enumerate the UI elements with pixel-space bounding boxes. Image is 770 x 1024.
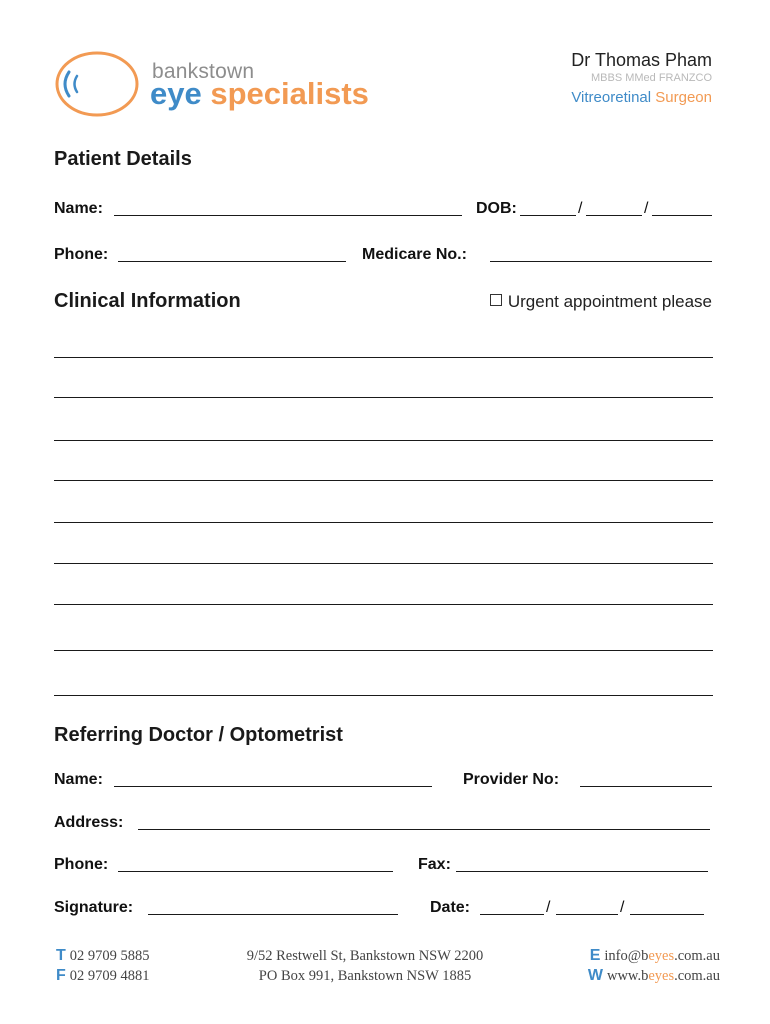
referrer-address-label: Address: bbox=[54, 814, 124, 831]
date-separator: / bbox=[620, 899, 625, 916]
dob-label: DOB: bbox=[476, 200, 517, 217]
patient-details-heading: Patient Details bbox=[54, 148, 192, 170]
signature-field[interactable] bbox=[148, 914, 398, 915]
eye-logo-icon bbox=[55, 50, 139, 118]
fax-field[interactable] bbox=[456, 871, 708, 872]
referrer-name-label: Name: bbox=[54, 771, 103, 788]
footer-address bbox=[205, 946, 525, 986]
role-surgeon: Surgeon bbox=[655, 89, 712, 106]
footer-website[interactable]: www.beyes.com.au bbox=[606, 968, 720, 984]
date-month-field[interactable] bbox=[556, 914, 618, 915]
urgent-checkbox[interactable] bbox=[490, 294, 502, 306]
role-vitreoretinal: Vitreoretinal bbox=[571, 89, 652, 106]
email-key: E bbox=[589, 947, 601, 964]
referring-doctor-heading: Referring Doctor / Optometrist bbox=[54, 724, 343, 746]
medicare-field[interactable] bbox=[490, 261, 712, 262]
footer-street-address: 9/52 Restwell St, Bankstown NSW 2200 bbox=[246, 948, 484, 964]
referrer-phone-field[interactable] bbox=[118, 871, 393, 872]
dob-day-field[interactable] bbox=[520, 215, 576, 216]
signature-label: Signature: bbox=[54, 899, 134, 916]
date-day-field[interactable] bbox=[480, 914, 544, 915]
doctor-qualifications: MBBS MMed FRANZCO bbox=[590, 72, 712, 84]
dob-separator: / bbox=[578, 200, 583, 217]
dob-year-field[interactable] bbox=[652, 215, 712, 216]
dob-separator: / bbox=[644, 200, 649, 217]
clinical-line[interactable] bbox=[54, 650, 713, 651]
fax-key: F bbox=[56, 967, 66, 984]
date-label: Date: bbox=[430, 899, 471, 916]
date-separator: / bbox=[546, 899, 551, 916]
referrer-phone-label: Phone: bbox=[54, 856, 109, 873]
referrer-name-field[interactable] bbox=[114, 786, 432, 787]
doctor-name: Dr Thomas Pham bbox=[571, 50, 712, 70]
patient-name-field[interactable] bbox=[114, 215, 462, 216]
clinical-line[interactable] bbox=[54, 563, 713, 564]
web-key: W bbox=[587, 967, 603, 984]
fax-label: Fax: bbox=[418, 856, 451, 873]
phone-key: T bbox=[56, 947, 66, 964]
footer-po-box: PO Box 991, Bankstown NSW 1885 bbox=[258, 968, 472, 984]
urgent-checkbox-row[interactable] bbox=[490, 292, 712, 312]
dob-month-field[interactable] bbox=[586, 215, 642, 216]
referrer-address-field[interactable] bbox=[138, 829, 710, 830]
urgent-label: Urgent appointment please bbox=[507, 292, 712, 311]
footer-online-contact bbox=[588, 946, 720, 986]
clinical-line[interactable] bbox=[54, 480, 713, 481]
footer-phone: 02 9709 5885 bbox=[69, 948, 150, 964]
doctor-role bbox=[571, 89, 712, 106]
clinical-line[interactable] bbox=[54, 695, 713, 696]
provider-number-field[interactable] bbox=[580, 786, 712, 787]
brand-eye-word: eye bbox=[150, 76, 202, 111]
footer-contact-phones bbox=[56, 946, 150, 986]
clinical-line[interactable] bbox=[54, 357, 713, 358]
clinical-line[interactable] bbox=[54, 522, 713, 523]
medicare-label: Medicare No.: bbox=[362, 246, 467, 263]
footer-email[interactable]: info@beyes.com.au bbox=[604, 948, 720, 964]
clinical-line[interactable] bbox=[54, 604, 713, 605]
provider-number-label: Provider No: bbox=[463, 771, 560, 788]
brand-name-small: bankstown bbox=[152, 60, 255, 83]
date-year-field[interactable] bbox=[630, 914, 704, 915]
brand-name-large bbox=[150, 76, 369, 112]
patient-phone-field[interactable] bbox=[118, 261, 346, 262]
footer-fax: 02 9709 4881 bbox=[69, 968, 150, 984]
clinical-line[interactable] bbox=[54, 440, 713, 441]
patient-phone-label: Phone: bbox=[54, 246, 109, 263]
patient-name-label: Name: bbox=[54, 200, 103, 217]
brand-specialists-word: specialists bbox=[210, 76, 369, 111]
clinical-line[interactable] bbox=[54, 397, 713, 398]
clinical-info-heading: Clinical Information bbox=[54, 290, 241, 312]
